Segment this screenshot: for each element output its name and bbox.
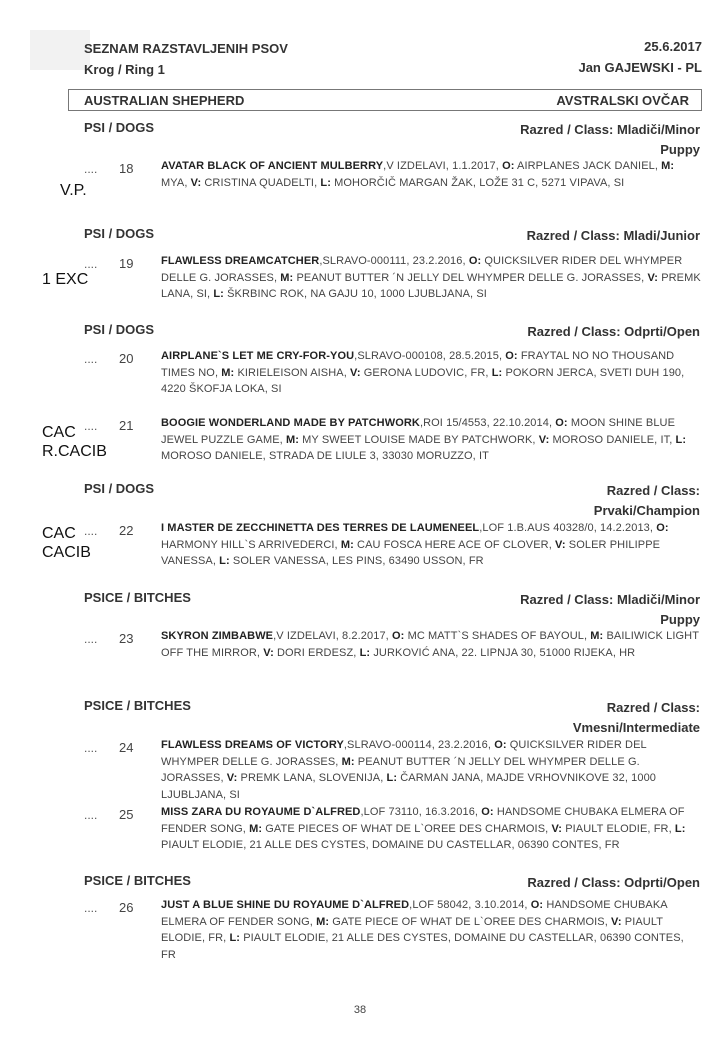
sex-label: PSICE / BITCHES — [84, 590, 191, 605]
page-number: 38 — [353, 1004, 367, 1016]
award-mark: R.CACIB — [42, 443, 107, 460]
entry-details: BOOGIE WONDERLAND MADE BY PATCHWORK,ROI 15/4553, 22.10.2014, O: MOON SHINE BLUE JEWEL PUZZLE GAME, M: MY SWEET LOUISE MADE BY PATCHWORK, V: MOROSO DANIELE, IT, L: MOROSO DANIELE, STRADA DE LIULE 3, 33030 MORUZZO, IT — [161, 417, 687, 462]
catalog-number: 18 — [119, 161, 134, 176]
dog-name: SKYRON ZIMBABWE — [161, 630, 274, 642]
dog-name: FLAWLESS DREAMCATCHER — [161, 255, 320, 267]
catalog-number: 22 — [119, 523, 134, 538]
entry-details: SKYRON ZIMBABWE,V IZDELAVI, 8.2.2017, O: MC MATT`S SHADES OF BAYOUL, M: BAILIWICK LIGHT OFF THE MIRROR, V: DORI ERDESZ, L: JURKOVIĆ ANA, 22. LIPNJA 30, 51000 RIJEKA, HR — [161, 630, 699, 659]
catalog-number: 23 — [119, 631, 134, 646]
entry-details: JUST A BLUE SHINE DU ROYAUME D`ALFRED,LOF 58042, 3.10.2014, O: HANDSOME CHUBAKA ELMERA OF FENDER SONG, M: GATE PIECE OF WHAT DE L`OREE DES CHARMOIS, V: PIAULT ELODIE, FR, L: PIAULT ELODIE, 21 ALLE DES CYSTES, DOMAINE DU CASTELLAR, 06390 CONTES, FR — [161, 899, 684, 961]
sex-label: PSI / DOGS — [84, 481, 155, 496]
placement-blank: .... — [84, 808, 98, 822]
catalog-number: 24 — [119, 740, 134, 755]
sex-label: PSI / DOGS — [84, 226, 155, 241]
class-label: Razred / Class: Mladi/Junior — [526, 228, 700, 243]
entry-details: FLAWLESS DREAMS OF VICTORY,SLRAVO-000114, 23.2.2016, O: QUICKSILVER RIDER DEL WHYMPER DELLE G. JORASSES, M: PEANUT BUTTER ´N JELLY DEL WHYMPER DELLE G. JORASSES, V: PREMK LANA, SLOVENIJA, L: ČARMAN JANA, MAJDE VRHOVNIKOVE 32, 1000 LJUBLJANA, SI — [161, 739, 657, 801]
breed-name-sl: AVSTRALSKI OVČAR — [556, 93, 689, 108]
class-label-cont: Puppy — [660, 142, 700, 157]
dog-name: AVATAR BLACK OF ANCIENT MULBERRY — [161, 160, 384, 172]
dog-name: MISS ZARA DU ROYAUME D`ALFRED — [161, 806, 361, 818]
scan-smudge — [30, 30, 90, 70]
entry-details: I MASTER DE ZECCHINETTA DES TERRES DE LAUMENEEL,LOF 1.B.AUS 40328/0, 14.2.2013, O: HARMONY HILL`S ARRIVEDERCI, M: CAU FOSCA HERE ACE OF CLOVER, V: SOLER PHILIPPE VANESSA, L: SOLER VANESSA, LES PINS, 63490 USSON, FR — [161, 522, 669, 567]
sex-label: PSICE / BITCHES — [84, 698, 191, 713]
dog-name: JUST A BLUE SHINE DU ROYAUME D`ALFRED — [161, 899, 410, 911]
class-label: Razred / Class: Mladiči/Minor — [520, 122, 700, 137]
catalog-number: 26 — [119, 900, 134, 915]
class-label-cont: Puppy — [660, 612, 700, 627]
placement-blank: .... — [84, 257, 98, 271]
document-title: SEZNAM RAZSTAVLJENIH PSOV — [84, 41, 288, 56]
placement-blank: .... — [84, 741, 98, 755]
class-label: Razred / Class: — [606, 483, 700, 498]
ring-label: Krog / Ring 1 — [84, 62, 165, 77]
entry-details: MISS ZARA DU ROYAUME D`ALFRED,LOF 73110, 16.3.2016, O: HANDSOME CHUBAKA ELMERA OF FENDER SONG, M: GATE PIECES OF WHAT DE L`OREE DES CHARMOIS, V: PIAULT ELODIE, FR, L: PIAULT ELODIE, 21 ALLE DES CYSTES, DOMAINE DU CASTELLAR, 06390 CONTES, FR — [161, 806, 686, 851]
entry-details: FLAWLESS DREAMCATCHER,SLRAVO-000111, 23.2.2016, O: QUICKSILVER RIDER DEL WHYMPER DELLE G. JORASSES, M: PEANUT BUTTER ´N JELLY DEL WHYMPER DELLE G. JORASSES, V: PREMK LANA, SI, L: ŠKRBINC ROK, NA GAJU 10, 1000 LJUBLJANA, SI — [161, 255, 701, 300]
sex-label: PSI / DOGS — [84, 120, 155, 135]
placement-blank: .... — [84, 524, 98, 538]
class-label: Razred / Class: Odprti/Open — [527, 324, 700, 339]
award-mark: CAC — [42, 525, 76, 542]
entry-details: AIRPLANE`S LET ME CRY-FOR-YOU,SLRAVO-000108, 28.5.2015, O: FRAYTAL NO NO THOUSAND TIMES NO, M: KIRIELEISON AISHA, V: GERONA LUDOVIC, FR, L: POKORN JERCA, SVETI DUH 190, 4220 ŠKOFJA LOKA, SI — [161, 350, 685, 395]
judge-name: Jan GAJEWSKI - PL — [578, 60, 702, 75]
dog-name: I MASTER DE ZECCHINETTA DES TERRES DE LAUMENEEL — [161, 522, 480, 534]
placement-blank: .... — [84, 162, 98, 176]
award-mark: V.P. — [60, 182, 87, 199]
class-label: Razred / Class: — [606, 700, 700, 715]
award-mark: CAC — [42, 424, 76, 441]
catalog-number: 20 — [119, 351, 134, 366]
class-label-cont: Prvaki/Champion — [593, 503, 700, 518]
sex-label: PSI / DOGS — [84, 322, 155, 337]
catalog-number: 21 — [119, 418, 134, 433]
placement-blank: .... — [84, 632, 98, 646]
dog-name: AIRPLANE`S LET ME CRY-FOR-YOU — [161, 350, 355, 362]
award-mark: 1 EXC — [42, 271, 89, 288]
placement-blank: .... — [84, 419, 98, 433]
placement-blank: .... — [84, 352, 98, 366]
award-mark: CACIB — [42, 544, 91, 561]
class-label: Razred / Class: Odprti/Open — [527, 875, 700, 890]
dog-name: BOOGIE WONDERLAND MADE BY PATCHWORK — [161, 417, 420, 429]
dog-name: FLAWLESS DREAMS OF VICTORY — [161, 739, 344, 751]
class-label: Razred / Class: Mladiči/Minor — [520, 592, 700, 607]
catalog-number: 25 — [119, 807, 134, 822]
show-date: 25.6.2017 — [644, 39, 702, 54]
catalog-number: 19 — [119, 256, 134, 271]
class-label-cont: Vmesni/Intermediate — [572, 720, 700, 735]
breed-header — [68, 89, 702, 111]
sex-label: PSICE / BITCHES — [84, 873, 191, 888]
entry-details: AVATAR BLACK OF ANCIENT MULBERRY,V IZDELAVI, 1.1.2017, O: AIRPLANES JACK DANIEL, M: MYA, V: CRISTINA QUADELTI, L: MOHORČIČ MARGAN ŽAK, LOŽE 31 C, 5271 VIPAVA, SI — [161, 160, 675, 189]
breed-name-en: AUSTRALIAN SHEPHERD — [84, 93, 245, 108]
placement-blank: .... — [84, 901, 98, 915]
